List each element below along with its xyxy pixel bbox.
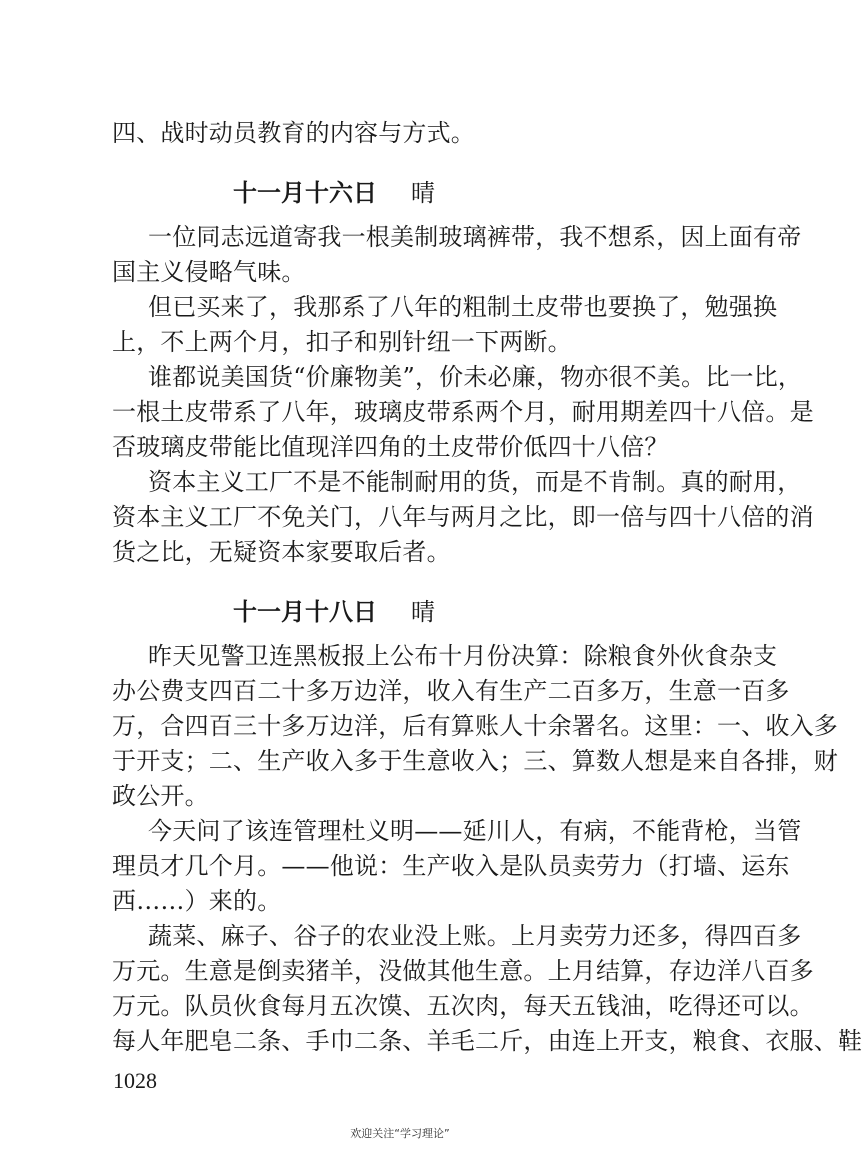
paragraph-line: 否玻璃皮带能比值现洋四角的土皮带价低四十八倍？	[112, 433, 669, 461]
paragraph-line: 但已买来了，我那系了八年的粗制土皮带也要换了，勉强换	[148, 293, 778, 321]
page-number: 1028	[113, 1068, 157, 1093]
entry-date: 十一月十八日	[233, 598, 377, 626]
entry-weather: 晴	[411, 598, 435, 626]
paragraph-line: 一位同志远道寄我一根美制玻璃裤带，我不想系，因上面有帝	[148, 223, 802, 251]
paragraph-line: 今天问了该连管理杜义明——延川人，有病，不能背枪，当管	[148, 817, 802, 845]
paragraph-line: 国主义侵略气味。	[112, 258, 306, 286]
paragraph-line: 每人年肥皂二条、手巾二条、羊毛二斤，由连上开支，粮食、衣服、鞋	[112, 1027, 862, 1055]
paragraph-line: 一根土皮带系了八年，玻璃皮带系两个月，耐用期差四十八倍。是	[112, 398, 814, 426]
paragraph-line: 昨天见警卫连黑板报上公布十月份决算：除粮食外伙食杂支	[148, 642, 778, 670]
paragraph-line: 谁都说美国货“价廉物美”，价未必廉，物亦很不美。比一比，	[148, 363, 803, 391]
paragraph-line: 万元。生意是倒卖猪羊，没做其他生意。上月结算，存边洋八百多	[112, 957, 814, 985]
paragraph-line: 理员才几个月。——他说：生产收入是队员卖劳力（打墙、运东	[112, 852, 790, 880]
paragraph-line: 蔬菜、麻子、谷子的农业没上账。上月卖劳力还多，得四百多	[148, 922, 802, 950]
paragraph-line: 于开支；二、生产收入多于生意收入；三、算数人想是来自各排，财	[112, 747, 838, 775]
paragraph-line: 办公费支四百二十多万边洋，收入有生产二百多万，生意一百多	[112, 677, 790, 705]
entry-heading-nov-16	[233, 178, 435, 208]
footer-note: 欢迎关注“学习理论”	[350, 1127, 450, 1140]
paragraph-line: 资本主义工厂不是不能制耐用的货，而是不肯制。真的耐用，	[148, 468, 802, 496]
entry-date: 十一月十六日	[233, 179, 377, 207]
paragraph-line: 西……）来的。	[112, 887, 282, 915]
entry-weather: 晴	[411, 179, 435, 207]
paragraph-line: 货之比，无疑资本家要取后者。	[112, 538, 451, 566]
paragraph-line: 万，合四百三十多万边洋，后有算账人十余署名。这里：一、收入多	[112, 712, 838, 740]
paragraph-line: 资本主义工厂不免关门，八年与两月之比，即一倍与四十八倍的消	[112, 503, 814, 531]
paragraph-line: 万元。队员伙食每月五次馍、五次肉，每天五钱油，吃得还可以。	[112, 992, 814, 1020]
paragraph-line: 上，不上两个月，扣子和别针纽一下两断。	[112, 328, 572, 356]
section-heading: 四、战时动员教育的内容与方式。	[112, 119, 475, 147]
entry-heading-nov-18	[233, 597, 435, 627]
paragraph-line: 政公开。	[112, 782, 209, 810]
